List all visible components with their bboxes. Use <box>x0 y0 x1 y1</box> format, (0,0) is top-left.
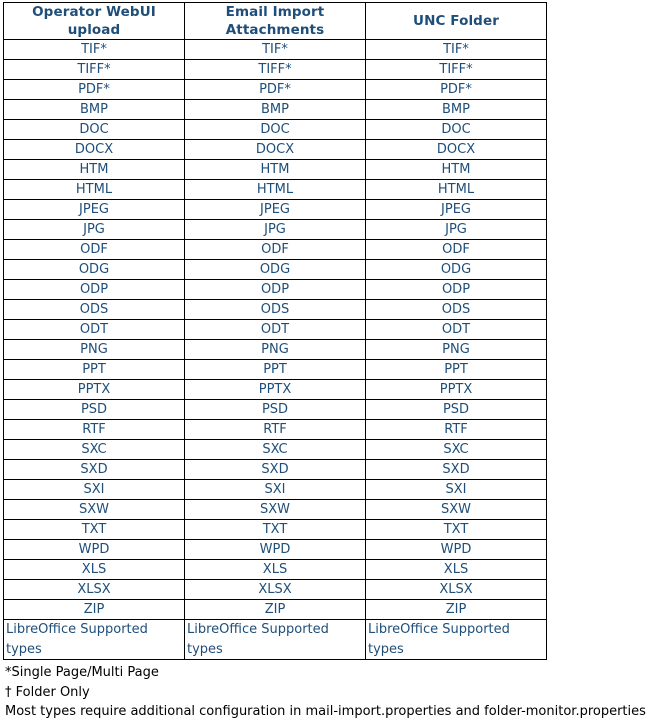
cell-operator-webui-upload: BMP <box>4 100 185 120</box>
cell-operator-webui-upload: ODF <box>4 240 185 260</box>
table-row <box>4 280 547 300</box>
footnote-configuration-note: Most types require additional configuration in mail-import.properties and folder-monitor.properties <box>5 704 646 719</box>
cell-operator-webui-upload: ODS <box>4 300 185 320</box>
cell-unc-folder: RTF <box>366 420 547 440</box>
table-row <box>4 540 547 560</box>
table-row <box>4 120 547 140</box>
cell-email-import-attachments: WPD <box>185 540 366 560</box>
cell-email-import-attachments: PPT <box>185 360 366 380</box>
table-row <box>4 300 547 320</box>
cell-unc-folder: ODG <box>366 260 547 280</box>
cell-unc-folder: ODT <box>366 320 547 340</box>
cell-email-import-attachments: DOC <box>185 120 366 140</box>
table-row <box>4 100 547 120</box>
cell-email-import-attachments: HTML <box>185 180 366 200</box>
table-row <box>4 500 547 520</box>
cell-operator-webui-upload: TIFF* <box>4 60 185 80</box>
cell-unc-folder: TXT <box>366 520 547 540</box>
cell-unc-folder: ZIP <box>366 600 547 620</box>
table-row <box>4 260 547 280</box>
cell-email-import-attachments: ODF <box>185 240 366 260</box>
cell-email-import-attachments: ZIP <box>185 600 366 620</box>
header-row <box>4 3 547 40</box>
cell-unc-folder: HTM <box>366 160 547 180</box>
cell-unc-folder: TIFF* <box>366 60 547 80</box>
table-row <box>4 240 547 260</box>
footnotes <box>5 663 648 722</box>
table-body <box>4 40 547 660</box>
cell-unc-folder: SXW <box>366 500 547 520</box>
cell-unc-folder: DOC <box>366 120 547 140</box>
cell-operator-webui-upload: PPT <box>4 360 185 380</box>
cell-email-import-attachments: ODG <box>185 260 366 280</box>
table-row <box>4 60 547 80</box>
footnote-folder-only: † Folder Only <box>5 684 90 700</box>
cell-unc-folder: JPEG <box>366 200 547 220</box>
cell-email-import-attachments: ODS <box>185 300 366 320</box>
cell-email-import-attachments: DOCX <box>185 140 366 160</box>
cell-email-import-attachments: SXW <box>185 500 366 520</box>
cell-unc-folder: SXI <box>366 480 547 500</box>
cell-email-import-attachments: XLSX <box>185 580 366 600</box>
cell-unc-folder: HTML <box>366 180 547 200</box>
header-email-import-attachments: Email Import Attachments <box>185 3 366 40</box>
table-row <box>4 220 547 240</box>
cell-unc-folder: WPD <box>366 540 547 560</box>
cell-operator-webui-upload: DOC <box>4 120 185 140</box>
table-row <box>4 40 547 60</box>
cell-unc-folder: PSD <box>366 400 547 420</box>
cell-unc-folder: ODF <box>366 240 547 260</box>
cell-operator-webui-upload: JPG <box>4 220 185 240</box>
cell-unc-folder: SXC <box>366 440 547 460</box>
table-row <box>4 200 547 220</box>
cell-operator-webui-upload: TIF* <box>4 40 185 60</box>
table-row <box>4 600 547 620</box>
cell-unc-folder: ODP <box>366 280 547 300</box>
cell-unc-folder: JPG <box>366 220 547 240</box>
table-row <box>4 360 547 380</box>
cell-unc-folder: LibreOffice Supported types <box>366 620 547 660</box>
cell-email-import-attachments: SXC <box>185 440 366 460</box>
table-row <box>4 80 547 100</box>
table-row <box>4 480 547 500</box>
cell-email-import-attachments: HTM <box>185 160 366 180</box>
cell-operator-webui-upload: SXD <box>4 460 185 480</box>
header-operator-webui-upload: Operator WebUI upload <box>4 3 185 40</box>
cell-email-import-attachments: SXI <box>185 480 366 500</box>
cell-email-import-attachments: PPTX <box>185 380 366 400</box>
supported-formats-table <box>3 2 547 660</box>
cell-email-import-attachments: ODT <box>185 320 366 340</box>
footnote-single-multi-page: *Single Page/Multi Page <box>5 665 159 680</box>
table-row <box>4 380 547 400</box>
cell-operator-webui-upload: SXI <box>4 480 185 500</box>
table-row <box>4 180 547 200</box>
cell-email-import-attachments: RTF <box>185 420 366 440</box>
cell-operator-webui-upload: ODP <box>4 280 185 300</box>
cell-unc-folder: SXD <box>366 460 547 480</box>
header-unc-folder: UNC Folder <box>366 3 547 40</box>
cell-operator-webui-upload: PSD <box>4 400 185 420</box>
cell-email-import-attachments: ODP <box>185 280 366 300</box>
table-row <box>4 580 547 600</box>
cell-unc-folder: PPTX <box>366 380 547 400</box>
table-row <box>4 440 547 460</box>
cell-unc-folder: BMP <box>366 100 547 120</box>
cell-operator-webui-upload: PNG <box>4 340 185 360</box>
cell-email-import-attachments: TIF* <box>185 40 366 60</box>
cell-unc-folder: DOCX <box>366 140 547 160</box>
cell-operator-webui-upload: SXC <box>4 440 185 460</box>
cell-unc-folder: XLS <box>366 560 547 580</box>
cell-email-import-attachments: PSD <box>185 400 366 420</box>
cell-operator-webui-upload: PDF* <box>4 80 185 100</box>
cell-operator-webui-upload: DOCX <box>4 140 185 160</box>
table-row <box>4 400 547 420</box>
cell-email-import-attachments: PDF* <box>185 80 366 100</box>
cell-unc-folder: XLSX <box>366 580 547 600</box>
cell-unc-folder: TIF* <box>366 40 547 60</box>
cell-email-import-attachments: XLS <box>185 560 366 580</box>
cell-operator-webui-upload: LibreOffice Supported types <box>4 620 185 660</box>
table-row <box>4 420 547 440</box>
cell-operator-webui-upload: PPTX <box>4 380 185 400</box>
cell-unc-folder: ODS <box>366 300 547 320</box>
cell-email-import-attachments: TIFF* <box>185 60 366 80</box>
table-row <box>4 320 547 340</box>
table-row <box>4 340 547 360</box>
cell-email-import-attachments: JPEG <box>185 200 366 220</box>
cell-operator-webui-upload: JPEG <box>4 200 185 220</box>
cell-unc-folder: PDF* <box>366 80 547 100</box>
table-row <box>4 460 547 480</box>
cell-operator-webui-upload: HTML <box>4 180 185 200</box>
cell-operator-webui-upload: TXT <box>4 520 185 540</box>
cell-email-import-attachments: TXT <box>185 520 366 540</box>
cell-operator-webui-upload: HTM <box>4 160 185 180</box>
table-row <box>4 620 547 660</box>
table-row <box>4 520 547 540</box>
cell-operator-webui-upload: ODG <box>4 260 185 280</box>
cell-operator-webui-upload: ZIP <box>4 600 185 620</box>
cell-email-import-attachments: BMP <box>185 100 366 120</box>
cell-operator-webui-upload: XLS <box>4 560 185 580</box>
cell-unc-folder: PPT <box>366 360 547 380</box>
cell-operator-webui-upload: ODT <box>4 320 185 340</box>
cell-operator-webui-upload: WPD <box>4 540 185 560</box>
cell-email-import-attachments: JPG <box>185 220 366 240</box>
cell-email-import-attachments: PNG <box>185 340 366 360</box>
table-row <box>4 160 547 180</box>
cell-unc-folder: PNG <box>366 340 547 360</box>
cell-operator-webui-upload: XLSX <box>4 580 185 600</box>
table-row <box>4 140 547 160</box>
cell-email-import-attachments: LibreOffice Supported types <box>185 620 366 660</box>
cell-operator-webui-upload: SXW <box>4 500 185 520</box>
cell-email-import-attachments: SXD <box>185 460 366 480</box>
cell-operator-webui-upload: RTF <box>4 420 185 440</box>
table-row <box>4 560 547 580</box>
